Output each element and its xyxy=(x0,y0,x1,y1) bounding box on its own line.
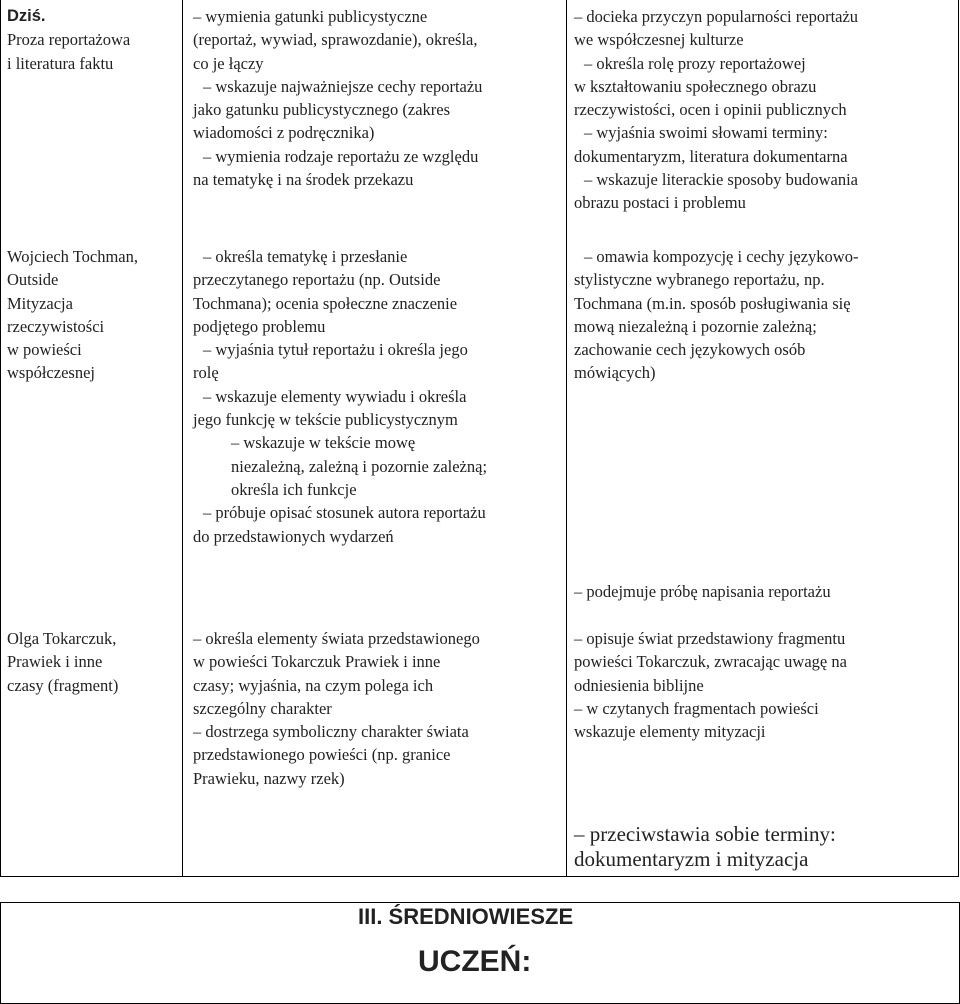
basic-line: na tematykę i na środek przekazu xyxy=(193,170,414,190)
basic-line: – określa tematykę i przesłanie xyxy=(203,247,408,266)
extended-line: w kształtowaniu społecznego obrazu xyxy=(574,76,817,96)
extended-line: dokumentaryzm, literatura dokumentarna xyxy=(574,146,848,166)
basic-line: Tochmana); ocenia społeczne znaczenie xyxy=(193,293,458,313)
row3-extended-extra xyxy=(574,822,836,872)
extended-line: mową niezależną i pozornie zależną; xyxy=(574,316,817,336)
topic-line: i literatura faktu xyxy=(7,53,114,73)
extended-line: – wyjaśnia swoimi słowami terminy: xyxy=(584,123,828,143)
student-label: UCZEŃ: xyxy=(418,945,532,978)
basic-line: do przedstawionych wydarzeń xyxy=(193,526,394,546)
extended-line: – wskazuje literackie sposoby budowania xyxy=(584,170,859,190)
extended-line: – omawia kompozycję i cechy językowo- xyxy=(584,247,859,266)
basic-line: – wskazuje najważniejsze cechy reportażu xyxy=(203,76,483,96)
basic-line: – próbuje opisać stosunek autora reportażu xyxy=(203,503,486,523)
extended-line: mówiących) xyxy=(574,363,656,383)
basic-line: określa ich funkcje xyxy=(231,479,357,499)
basic-line: niezależną, zależną i pozornie zależną; xyxy=(231,456,488,476)
extended-line: – przeciwstawia sobie terminy: xyxy=(574,822,836,846)
row2-topic xyxy=(7,245,138,385)
basic-line: – wymienia gatunki publicystyczne xyxy=(193,7,428,26)
topic-line: współczesnej xyxy=(7,363,95,383)
basic-line: rolę xyxy=(193,363,219,383)
row2-basic xyxy=(193,245,487,548)
extended-line: stylistyczne wybranego reportażu, np. xyxy=(574,270,825,290)
extended-line: – podejmuje próbę napisania reportażu xyxy=(574,582,831,601)
basic-line: przedstawionego powieści (np. granice xyxy=(193,745,451,765)
topic-line: Olga Tokarczuk, xyxy=(7,629,117,648)
basic-line: (reportaż, wywiad, sprawozdanie), określa, xyxy=(193,30,478,50)
section-title: III. ŚREDNIOWIESZE xyxy=(358,904,574,929)
basic-line: w powieści Tokarczuk Prawiek i inne xyxy=(193,652,441,672)
extended-line: rzeczywistości, ocen i opinii publicznych xyxy=(574,100,847,120)
table-border-bottom xyxy=(0,876,959,877)
extended-line: powieści Tokarczuk, zwracając uwagę na xyxy=(574,652,847,672)
extended-line: – określa rolę prozy reportażowej xyxy=(584,53,806,73)
table-divider-1 xyxy=(182,0,183,876)
basic-line: czasy; wyjaśnia, na czym polega ich xyxy=(193,675,434,695)
table-divider-2 xyxy=(566,0,567,876)
extended-line: we współczesnej kulturze xyxy=(574,30,744,50)
row3-topic xyxy=(7,627,118,697)
row1-extended xyxy=(574,5,858,215)
basic-line: co je łączy xyxy=(193,53,264,73)
basic-line: – wyjaśnia tytuł reportażu i określa jego xyxy=(203,340,468,360)
topic-line: Outside xyxy=(7,270,59,290)
topic-line: Prawiek i inne xyxy=(7,652,103,672)
extended-line: – docieka przyczyn popularności reportażu xyxy=(574,7,859,26)
basic-line: Prawieku, nazwy rzek) xyxy=(193,768,345,788)
basic-line: przeczytanego reportażu (np. Outside xyxy=(193,270,441,290)
row3-basic xyxy=(193,627,480,790)
extended-line: – w czytanych fragmentach powieści xyxy=(574,698,819,718)
basic-line: – wskazuje elementy wywiadu i określa xyxy=(203,386,467,406)
row3-extended xyxy=(574,627,847,743)
basic-line: jako gatunku publicystycznego (zakres xyxy=(193,100,451,120)
extended-line: dokumentaryzm i mityzacja xyxy=(574,847,809,871)
topic-heading: Dziś. xyxy=(7,7,46,25)
basic-line: podjętego problemu xyxy=(193,316,326,336)
basic-line: – określa elementy świata przedstawionego xyxy=(193,629,480,648)
extended-line: obrazu postaci i problemu xyxy=(574,193,746,213)
topic-line: Wojciech Tochman, xyxy=(7,247,139,266)
basic-line: – dostrzega symboliczny charakter świata xyxy=(193,722,469,742)
row2-extended xyxy=(574,245,858,385)
basic-line: – wymienia rodzaje reportażu ze względu xyxy=(203,146,479,166)
topic-line: czasy (fragment) xyxy=(7,675,119,695)
topic-line: w powieści xyxy=(7,340,82,360)
basic-line: szczególny charakter xyxy=(193,698,332,718)
extended-line: odniesienia biblijne xyxy=(574,675,704,695)
topic-line: rzeczywistości xyxy=(7,316,105,336)
extended-line: wskazuje elementy mityzacji xyxy=(574,722,766,742)
topic-line: Mityzacja xyxy=(7,293,73,313)
basic-line: – wskazuje w tekście mowę xyxy=(231,433,416,453)
table-border-left xyxy=(0,0,1,876)
row1-basic xyxy=(193,5,482,191)
basic-line: jego funkcję w tekście publicystycznym xyxy=(193,410,458,430)
extended-line: – opisuje świat przedstawiony fragmentu xyxy=(574,629,846,648)
row2-extended-extra xyxy=(574,580,831,603)
basic-line: wiadomości z podręcznika) xyxy=(193,123,375,143)
extended-line: Tochmana (m.in. sposób posługiwania się xyxy=(574,293,851,313)
topic-line: Proza reportażowa xyxy=(7,30,131,50)
table-border-right xyxy=(958,0,959,876)
row1-topic xyxy=(7,5,130,75)
extended-line: zachowanie cech językowych osób xyxy=(574,340,806,360)
